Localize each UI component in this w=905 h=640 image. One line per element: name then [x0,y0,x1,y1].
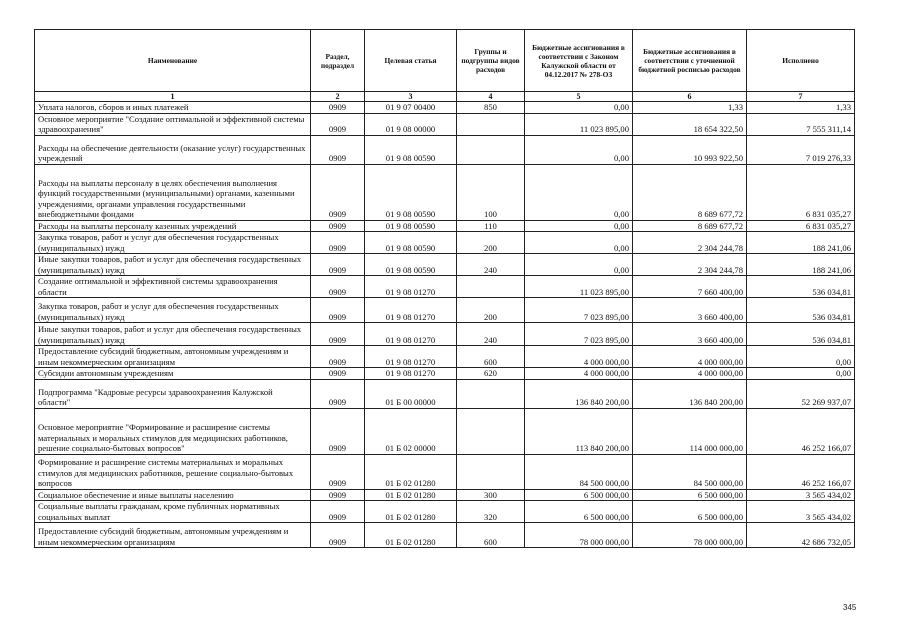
table-cell-expense-group: 320 [457,501,525,523]
table-cell-name: Иные закупки товаров, работ и услуг для обеспечения государственных (муниципальных) нужд [35,323,311,346]
table-cell-name: Расходы на выплаты персоналу казенных учреждений [35,220,311,232]
table-row [35,368,855,380]
table-row [35,232,855,254]
table-cell-expense-group: 200 [457,298,525,323]
table-cell-expense-group: 850 [457,102,525,114]
table-row [35,323,855,346]
table-cell-expense-group: 240 [457,254,525,276]
table-cell-section: 0909 [311,523,365,548]
table-row [35,379,855,408]
table-cell-section: 0909 [311,113,365,135]
table-cell-name: Предоставление субсидий бюджетным, автономным учреждениям и иным некоммерческим организациям [35,346,311,368]
column-number-row [35,92,855,102]
table-cell-target-article: 01 9 08 00000 [365,113,457,135]
table-cell-section: 0909 [311,102,365,114]
table-body [35,102,855,548]
table-cell-law-allocation: 0,00 [525,102,633,114]
table-cell-name: Предоставление субсидий бюджетным, автономным учреждениям и иным некоммерческим организациям [35,523,311,548]
table-row [35,113,855,135]
table-cell-executed: 0,00 [747,346,855,368]
table-cell-roster-allocation: 8 689 677,72 [633,220,747,232]
table-cell-target-article: 01 9 08 01270 [365,323,457,346]
table-cell-section: 0909 [311,164,365,220]
table-cell-executed: 3 565 434,02 [747,489,855,501]
table-header-row [35,30,855,92]
header-expense-groups: Группы и подгруппы видов расходов [457,30,525,92]
table-row [35,164,855,220]
table-cell-law-allocation: 6 500 000,00 [525,501,633,523]
header-roster-allocations: Бюджетные ассигнования в соответствии с уточненной бюджетной росписью расходов [633,30,747,92]
table-cell-executed: 7 019 276,33 [747,135,855,164]
table-cell-law-allocation: 0,00 [525,254,633,276]
table-cell-roster-allocation: 3 660 400,00 [633,298,747,323]
table-cell-section: 0909 [311,232,365,254]
table-row [35,135,855,164]
column-number: 7 [747,92,855,102]
table-cell-roster-allocation: 6 500 000,00 [633,489,747,501]
table-cell-section: 0909 [311,379,365,408]
table-cell-section: 0909 [311,408,365,454]
table-cell-law-allocation: 7 023 895,00 [525,298,633,323]
table-row [35,276,855,298]
table-row [35,254,855,276]
table-cell-roster-allocation: 78 000 000,00 [633,523,747,548]
table-cell-roster-allocation: 4 000 000,00 [633,346,747,368]
header-section: Раздел, подраздел [311,30,365,92]
table-cell-executed: 1,33 [747,102,855,114]
table-cell-expense-group [457,276,525,298]
table-cell-roster-allocation: 18 654 322,50 [633,113,747,135]
table-cell-section: 0909 [311,220,365,232]
table-cell-law-allocation: 4 000 000,00 [525,346,633,368]
table-cell-target-article: 01 9 08 00590 [365,254,457,276]
table-cell-name: Создание оптимальной и эффективной системы здравоохранения области [35,276,311,298]
table-cell-roster-allocation: 3 660 400,00 [633,323,747,346]
header-executed: Исполнено [747,30,855,92]
table-cell-name: Социальное обеспечение и иные выплаты населению [35,489,311,501]
table-cell-executed: 536 034,81 [747,276,855,298]
table-cell-executed: 42 686 732,05 [747,523,855,548]
table-cell-target-article: 01 9 08 01270 [365,298,457,323]
table-row [35,346,855,368]
table-cell-roster-allocation: 84 500 000,00 [633,454,747,489]
table-row [35,220,855,232]
table-cell-name: Социальные выплаты гражданам, кроме публичных нормативных социальных выплат [35,501,311,523]
table-cell-executed: 3 565 434,02 [747,501,855,523]
table-cell-expense-group [457,408,525,454]
page-number: 345 [843,603,857,612]
budget-execution-table [34,29,855,548]
table-cell-law-allocation: 0,00 [525,164,633,220]
table-cell-law-allocation: 0,00 [525,232,633,254]
table-cell-target-article: 01 9 08 01270 [365,368,457,380]
table-cell-target-article: 01 Б 02 00000 [365,408,457,454]
table-cell-name: Субсидии автономным учреждениям [35,368,311,380]
table-cell-name: Закупка товаров, работ и услуг для обеспечения государственных (муниципальных) нужд [35,298,311,323]
table-cell-target-article: 01 9 08 01270 [365,276,457,298]
table-cell-expense-group [457,454,525,489]
table-row [35,408,855,454]
table-row [35,501,855,523]
table-cell-law-allocation: 11 023 895,00 [525,276,633,298]
table-cell-section: 0909 [311,501,365,523]
table-cell-name: Формирование и расширение системы материальных и моральных стимулов для медицинских работников, решение социально-бытовых вопросов [35,454,311,489]
table-cell-executed: 188 241,06 [747,254,855,276]
table-cell-roster-allocation: 7 660 400,00 [633,276,747,298]
table-cell-law-allocation: 7 023 895,00 [525,323,633,346]
table-cell-law-allocation: 4 000 000,00 [525,368,633,380]
table-cell-roster-allocation: 136 840 200,00 [633,379,747,408]
table-cell-section: 0909 [311,135,365,164]
column-number: 4 [457,92,525,102]
table-cell-law-allocation: 78 000 000,00 [525,523,633,548]
column-number: 2 [311,92,365,102]
table-cell-target-article: 01 Б 02 01280 [365,523,457,548]
table-cell-target-article: 01 9 08 00590 [365,135,457,164]
table-cell-roster-allocation: 6 500 000,00 [633,501,747,523]
table-cell-expense-group: 110 [457,220,525,232]
table-cell-section: 0909 [311,454,365,489]
table-cell-expense-group [457,135,525,164]
column-number: 5 [525,92,633,102]
header-name: Наименование [35,30,311,92]
table-cell-executed: 536 034,81 [747,298,855,323]
table-cell-target-article: 01 9 08 00590 [365,220,457,232]
table-row [35,298,855,323]
table-cell-expense-group: 600 [457,523,525,548]
table-cell-executed: 536 034,81 [747,323,855,346]
table-cell-expense-group [457,379,525,408]
table-cell-section: 0909 [311,323,365,346]
header-target-article: Целевая статья [365,30,457,92]
table-cell-section: 0909 [311,298,365,323]
column-number: 1 [35,92,311,102]
table-cell-target-article: 01 9 07 00400 [365,102,457,114]
table-cell-executed: 7 555 311,14 [747,113,855,135]
table-cell-roster-allocation: 8 689 677,72 [633,164,747,220]
table-cell-executed: 52 269 937,07 [747,379,855,408]
table-cell-law-allocation: 6 500 000,00 [525,489,633,501]
table-cell-roster-allocation: 10 993 922,50 [633,135,747,164]
column-number: 6 [633,92,747,102]
table-cell-executed: 6 831 035,27 [747,164,855,220]
table-cell-roster-allocation: 4 000 000,00 [633,368,747,380]
table-row [35,489,855,501]
table-cell-executed: 46 252 166,07 [747,454,855,489]
header-law-allocations: Бюджетные ассигнования в соответствии с Законом Калужской области от 04.12.2017 № 278-ОЗ [525,30,633,92]
table-cell-name: Подпрограмма "Кадровые ресурсы здравоохранения Калужской области" [35,379,311,408]
table-row [35,454,855,489]
table-cell-name: Основное мероприятие "Создание оптимальной и эффективной системы здравоохранения" [35,113,311,135]
table-cell-executed: 188 241,06 [747,232,855,254]
table-cell-target-article: 01 Б 02 01280 [365,501,457,523]
table-cell-roster-allocation: 2 304 244,78 [633,254,747,276]
table-cell-expense-group: 240 [457,323,525,346]
table-cell-name: Иные закупки товаров, работ и услуг для обеспечения государственных (муниципальных) нужд [35,254,311,276]
table-cell-target-article: 01 Б 02 01280 [365,489,457,501]
table-cell-law-allocation: 11 023 895,00 [525,113,633,135]
table-row [35,523,855,548]
table-cell-expense-group: 200 [457,232,525,254]
table-cell-law-allocation: 136 840 200,00 [525,379,633,408]
table-cell-name: Расходы на выплаты персоналу в целях обеспечения выполнения функций государственными (муниципальными) органами, казенными учреждениями, органами управления государственными внебюджетными фондами [35,164,311,220]
table-cell-name: Расходы на обеспечение деятельности (оказание услуг) государственных учреждений [35,135,311,164]
table-cell-executed: 6 831 035,27 [747,220,855,232]
table-cell-expense-group: 600 [457,346,525,368]
column-number: 3 [365,92,457,102]
table-cell-target-article: 01 9 08 00590 [365,232,457,254]
table-cell-executed: 0,00 [747,368,855,380]
table-cell-expense-group: 100 [457,164,525,220]
table-cell-expense-group: 300 [457,489,525,501]
table-cell-target-article: 01 9 08 00590 [365,164,457,220]
table-cell-law-allocation: 0,00 [525,135,633,164]
table-cell-name: Закупка товаров, работ и услуг для обеспечения государственных (муниципальных) нужд [35,232,311,254]
table-cell-target-article: 01 9 08 01270 [365,346,457,368]
table-cell-target-article: 01 Б 00 00000 [365,379,457,408]
table-cell-section: 0909 [311,368,365,380]
table-cell-name: Уплата налогов, сборов и иных платежей [35,102,311,114]
table-cell-roster-allocation: 1,33 [633,102,747,114]
table-cell-law-allocation: 113 840 200,00 [525,408,633,454]
table-cell-law-allocation: 0,00 [525,220,633,232]
table-cell-section: 0909 [311,489,365,501]
table-cell-roster-allocation: 2 304 244,78 [633,232,747,254]
table-cell-executed: 46 252 166,07 [747,408,855,454]
table-cell-section: 0909 [311,254,365,276]
table-cell-section: 0909 [311,346,365,368]
table-cell-name: Основное мероприятие "Формирование и расширение системы материальных и моральных стимулов для медицинских работников, решение социально-бытовых вопросов" [35,408,311,454]
table-cell-expense-group: 620 [457,368,525,380]
table-cell-section: 0909 [311,276,365,298]
table-cell-roster-allocation: 114 000 000,00 [633,408,747,454]
table-cell-expense-group [457,113,525,135]
table-cell-law-allocation: 84 500 000,00 [525,454,633,489]
table-row [35,102,855,114]
table-cell-target-article: 01 Б 02 01280 [365,454,457,489]
